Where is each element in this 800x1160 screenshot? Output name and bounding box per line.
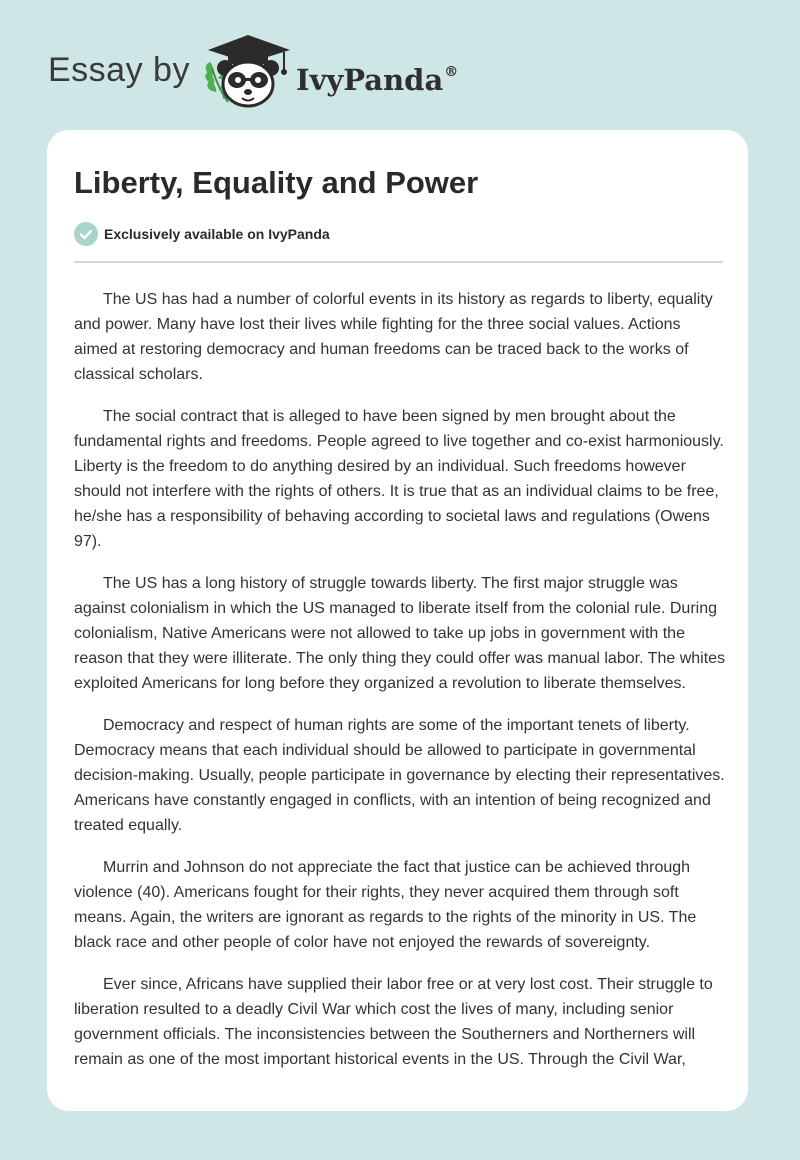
brand-name[interactable] [296,54,458,98]
paragraph-6: Ever since, Africans have supplied their labor free or at very lost cost. Their struggle to liberation resulted to a deadly Civil War which cost the lives of many, including senior government officials. The inconsistencies between the Southerners and Northerners will remain as one of the most important historical events in the US. Through the Civil War, [74,976,713,1068]
paragraph-5: Murrin and Johnson do not appreciate the fact that justice can be achieved through violence (40). Americans fought for their rights, they never acquired them through soft means. Again, the writers are ignorant as regards to the rights of the minority in US. The black race and other people of color have not enjoyed the rewards of sovereignty. [74,859,697,951]
exclusive-badge [74,222,330,246]
brand-name-text: IvyPanda [296,63,444,97]
essay-body [74,287,726,1089]
exclusive-badge-text: Exclusively available on IvyPanda [104,226,330,242]
site-header [0,0,800,130]
essay-by-label: Essay by [48,51,190,89]
paragraph-3: The US has a long history of struggle towards liberty. The first major struggle was against colonialism in which the US managed to liberate itself from the colonial rule. During colonialism, Native Americans were not allowed to take up jobs in government with the reason that they were illiterate. The only thing they could offer was manual labor. The whites exploited Americans for long before they organized a revolution to liberate themselves. [74,575,726,692]
paragraph-2: The social contract that is alleged to have been signed by men brought about the fundamental rights and freedoms. People agreed to live together and co-exist harmoniously. Liberty is the freedom to do anything desired by an individual. Such freedoms however should not interfere with the rights of others. It is true that as an individual claims to be free, he/she has a responsibility of behaving according to societal laws and regulations (Owens 97). [74,408,724,550]
paragraph-4: Democracy and respect of human rights are some of the important tenets of liberty. Democracy means that each individual should be allowed to participate in governmental decision-making. Usually, people participate in governance by electing their representatives. Americans have constantly engaged in conflicts, with an intention of being recognized and treated equally. [74,717,725,834]
check-circle-icon [74,222,98,246]
panda-graduation-cap-icon[interactable] [198,32,294,110]
registered-mark: ® [444,64,459,80]
page-title: Liberty, Equality and Power [74,165,479,200]
title-divider [74,261,723,263]
paragraph-1: The US has had a number of colorful events in its history as regards to liberty, equality and power. Many have lost their lives while fighting for the three social values. Actions aimed at restoring democracy and human freedoms can be traced back to the works of classical scholars. [74,291,713,383]
essay-card [47,130,748,1111]
